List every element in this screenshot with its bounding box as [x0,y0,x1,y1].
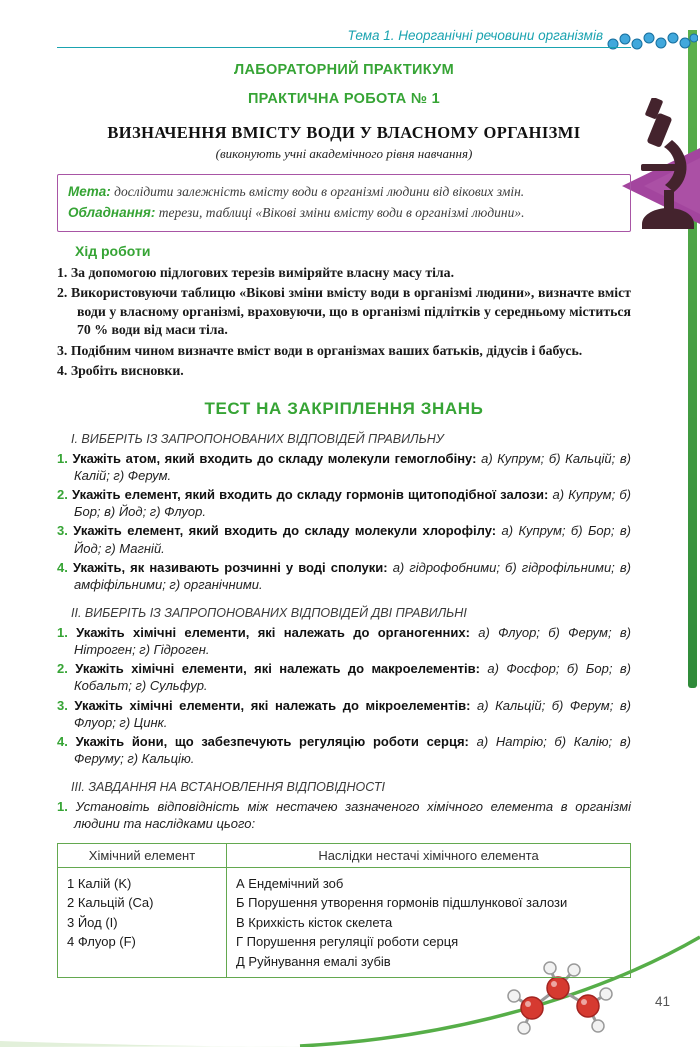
equipment-line [68,203,620,224]
consequence-line: Д Руйнування емалі зубів [236,953,391,969]
element-line: 3 Йод (I) [67,914,118,930]
step-text: За допомогою підлогових терезів виміряйте власну масу тіла. [70,264,455,280]
item-options: а) Купрум; б) Кальцій; в) Калій; г) Ферум. [74,450,631,483]
consequences-cell [227,867,631,978]
item-options: а) гідрофобними; б) гідрофільними; в) амфіфільними; г) органічними. [74,559,631,592]
step-number: 1. [57,264,68,280]
procedure-step [57,264,631,282]
step-number: 4. [57,363,68,379]
test-item [57,522,631,556]
work-heading: ПРАКТИЧНА РОБОТА № 1 [247,91,441,107]
item-stem: Укажіть елемент, який входить до складу гормонів щитоподібної залози: [72,487,549,503]
practicum-heading: ЛАБОРАТОРНИЙ ПРАКТИКУМ [234,62,454,78]
matching-task-item [57,798,631,832]
goal-text: дослідити залежність вмісту води в організмі людини від вікових змін. [114,184,525,199]
item-options: а) Купрум; б) Бор; в) Йод; г) Флуор. [74,487,631,520]
test-item [57,624,631,658]
consequence-line: А Ендемічний зоб [236,875,344,891]
goal-line [68,182,620,203]
item-options: а) Купрум; б) Бор; в) Йод; г) Магній. [74,523,631,556]
section-1-items [57,450,631,593]
procedure-step [57,362,631,380]
item-stem: Укажіть елемент, який входить до складу молекули хлорофілу: [73,523,497,539]
item-options: а) Натрію; б) Калію; в) Феруму; г) Кальцію. [74,733,631,767]
match-table [57,843,631,979]
page-content [57,28,631,978]
item-stem: Укажіть атом, який входить до складу молекули гемоглобіну: [72,450,477,466]
item-text: Установіть відповідність між нестачею зазначеного хімічного елемента в організмі людини та наслідками цього: [74,799,631,832]
item-number: 3. [57,523,68,539]
table-header-element: Хімічний елемент [58,843,227,867]
section-1-label: І. ВИБЕРІТЬ ІЗ ЗАПРОПОНОВАНИХ ВІДПОВІДЕЙ ПРАВИЛЬНУ [71,431,444,446]
item-number: 1. [57,625,68,640]
page-number: 41 [654,994,670,1009]
section-3-label: ІІІ. ЗАВДАННЯ НА ВСТАНОВЛЕННЯ ВІДПОВІДНОСТІ [71,780,385,795]
goal-label: Мета: [68,184,111,199]
element-line: 1 Калій (K) [67,875,132,891]
test-item [57,660,631,694]
item-options: а) Флуор; б) Ферум; в) Нітроген; г) Гідроген. [74,625,631,658]
test-item [57,559,631,593]
page-subtitle: (виконують учні академічного рівня навчання) [215,146,473,161]
item-number: 4. [57,733,68,749]
item-stem: Укажіть хімічні елементи, які належать до макроелементів: [75,661,480,677]
table-body-row [58,867,631,978]
element-line: 4 Флуор (F) [67,934,136,950]
theme-header: Тема 1. Неорганічні речовини організмів [57,28,631,48]
item-options: а) Кальцій; б) Ферум; в) Флуор; г) Цинк. [74,697,631,730]
step-text: Зробіть висновки. [70,363,184,379]
test-item [57,733,631,767]
item-stem: Укажіть хімічні елементи, які належать до мікроелементів: [74,697,471,713]
elements-cell [58,867,227,978]
item-stem: Укажіть йони, що забезпечують регуляцію роботи серця: [75,733,469,749]
table-header-row [58,843,631,867]
item-stem: Укажіть хімічні елементи, які належать до органогенних: [76,625,470,640]
step-number: 2. [57,285,68,301]
goal-equipment-box [57,174,631,232]
test-item [57,697,631,731]
procedure-title: Хід роботи [75,242,151,259]
test-item [57,486,631,520]
section-2-items [57,624,631,767]
item-options: а) Фосфор; б) Бор; в) Кобальт; г) Сульфур. [74,661,631,694]
item-number: 2. [57,487,68,503]
procedure-steps [57,264,631,381]
test-title: ТЕСТ НА ЗАКРІПЛЕННЯ ЗНАНЬ [204,398,484,418]
page-title: ВИЗНАЧЕННЯ ВМІСТУ ВОДИ У ВЛАСНОМУ ОРГАНІЗМІ [107,123,581,142]
item-number: 3. [57,697,68,713]
procedure-step [57,284,631,339]
consequence-line: В Крихкість кісток скелета [236,914,393,930]
equipment-label: Обладнання: [68,204,156,220]
procedure-step [57,342,631,360]
step-text: Подібним чином визначте вміст води в організмах ваших батьків, дідусів і бабусь. [70,342,583,358]
item-number: 2. [57,661,68,677]
item-stem: Укажіть, як називають розчинні у воді сполуки: [72,559,388,575]
equipment-text: терези, таблиці «Вікові зміни вмісту води в організмі людини». [158,204,525,220]
step-number: 3. [57,342,68,358]
item-number: 1. [57,450,68,466]
item-number: 4. [57,559,68,575]
test-item [57,450,631,484]
item-number: 1. [57,799,68,815]
consequence-line: Г Порушення регуляції роботи серця [236,934,459,950]
step-text: Використовуючи таблицю «Вікові зміни вмісту води в організмі людини», визначте вміст води у власному організмі, враховуючи, що в організмі підлітків у середньому міститься 70 % води від маси тіла. [71,285,631,338]
element-line: 2 Кальцій (Ca) [67,895,154,911]
table-header-consequence: Наслідки нестачі хімічного елемента [227,843,631,867]
section-2-label: ІІ. ВИБЕРІТЬ ІЗ ЗАПРОПОНОВАНИХ ВІДПОВІДЕЙ ДВІ ПРАВИЛЬНІ [71,606,467,620]
consequence-line: Б Порушення утворення гормонів підшлункової залози [236,895,568,911]
